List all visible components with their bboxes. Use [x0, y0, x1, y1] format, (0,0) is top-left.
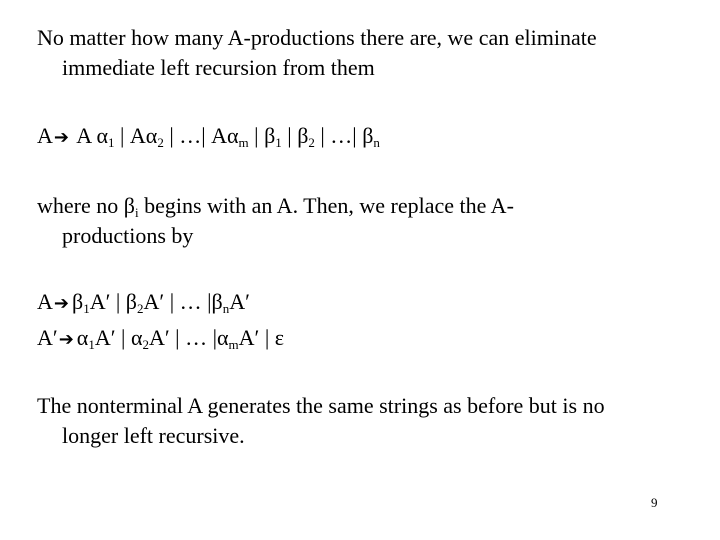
epsilon-symbol: ε [274, 325, 284, 350]
subscript: 2 [157, 135, 164, 150]
a-productions-rewrite [37, 287, 250, 319]
separator: | [248, 123, 265, 148]
alpha-symbol: α [130, 325, 143, 350]
subscript: n [373, 135, 380, 150]
text-fragment: A′ | … | [143, 289, 212, 314]
beta-symbol: β [125, 289, 137, 314]
left-recursive-production [37, 121, 380, 153]
intro-line-2: immediate left recursion from them [62, 55, 375, 80]
subscript: 2 [308, 135, 315, 150]
alpha-symbol: α [216, 325, 229, 350]
subscript: m [238, 135, 249, 150]
intro-paragraph [37, 23, 677, 83]
separator: | …| A [163, 123, 228, 148]
subscript: 2 [142, 337, 149, 352]
subscript: n [222, 301, 230, 316]
subscript: 1 [88, 337, 95, 352]
text-fragment: A′ | … | [148, 325, 217, 350]
beta-symbol: β [123, 193, 135, 218]
conclusion-line-1: The nonterminal A generates the same strings as before but is no [37, 393, 605, 418]
alpha-symbol: α [145, 123, 158, 148]
beta-symbol: β [71, 289, 84, 314]
separator: | A [114, 123, 146, 148]
text-fragment: A′ | [238, 325, 275, 350]
formula1-lhs: A [37, 123, 53, 148]
replacement-paragraph [37, 191, 677, 251]
beta-symbol: β [211, 289, 223, 314]
text-fragment: A′ | [94, 325, 131, 350]
page-number: 9 [651, 495, 658, 510]
text-fragment: A′ | [89, 289, 126, 314]
a-prime-productions [37, 323, 284, 355]
separator: | …| [314, 123, 363, 148]
arrow-icon: ➔ [53, 293, 69, 314]
replacement-line-2: productions by [62, 223, 194, 248]
subscript: 1 [83, 301, 90, 316]
text-fragment: begins with an A. Then, we replace the A- [138, 193, 514, 218]
subscript: 1 [107, 135, 115, 150]
formula3-lhs: A′ [37, 325, 58, 350]
text-fragment: A′ [229, 289, 250, 314]
beta-symbol: β [264, 123, 276, 148]
text-fragment: where no [37, 193, 124, 218]
conclusion-paragraph [37, 391, 677, 451]
formula2-lhs: A [37, 289, 53, 314]
alpha-symbol: α [76, 325, 89, 350]
conclusion-line-2: longer left recursive. [62, 423, 245, 448]
beta-symbol: β [297, 123, 309, 148]
separator: | [281, 123, 298, 148]
arrow-icon: ➔ [58, 329, 74, 350]
replacement-line-1 [37, 191, 677, 221]
alpha-symbol: α [96, 123, 108, 148]
subscript: m [228, 337, 239, 352]
subscript: 1 [275, 135, 282, 150]
intro-line-1: No matter how many A-productions there are, we can eliminate [37, 25, 597, 50]
formula1-a: A [71, 123, 97, 148]
subscript: 2 [137, 301, 144, 316]
alpha-symbol: α [227, 123, 239, 148]
subscript: i [134, 205, 139, 220]
arrow-icon: ➔ [53, 127, 69, 148]
beta-symbol: β [362, 123, 374, 148]
